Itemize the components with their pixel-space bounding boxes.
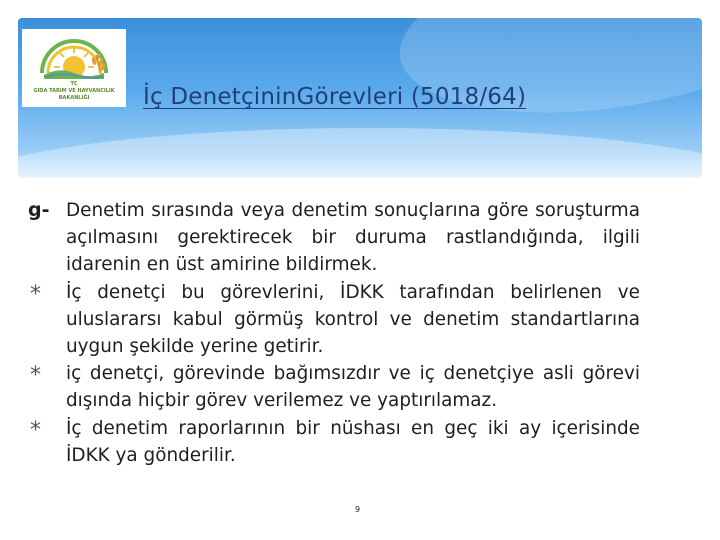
item-text: Denetim sırasında veya denetim sonuçlarına göre soruşturma açılmasını gerektirecek bir duruma rastlandığında, ilgili idarenin en üst amirine bildirmek.	[66, 200, 640, 276]
item-text: İç denetçi bu görevlerini, İDKK tarafından belirlenen ve uluslararsı kabul görmüş kontrol ve denetim standartlarına uygun şekilde yerine getirir.	[66, 281, 640, 358]
logo-caption-line: TC	[70, 81, 78, 87]
list-item	[28, 415, 640, 469]
list-item	[28, 197, 640, 279]
header-sheen-lower	[18, 128, 702, 178]
logo-caption-line: BAKANLIĞI	[58, 95, 90, 101]
item-marker: g-	[28, 199, 50, 221]
slide-title: İç DenetçininGörevleri (5018/64)	[143, 84, 527, 110]
bullet-star-icon: *	[30, 363, 41, 389]
item-text: İç denetim raporlarının bir nüshası en geç iki ay içerisinde İDKK ya gönderilir.	[66, 417, 640, 466]
page-number: 9	[355, 505, 361, 514]
list-item	[28, 279, 640, 361]
logo-caption-line: GIDA TARIM VE HAYVANCILIK	[33, 88, 115, 94]
header-sheen	[389, 18, 702, 136]
ministry-logo	[22, 29, 126, 107]
logo-caption	[22, 81, 126, 102]
item-text: iç denetçi, görevinde bağımsızdır ve iç denetçiye asli görevi dışında hiçbir görev verilemez ve yaptırılamaz.	[66, 363, 640, 412]
bullet-star-icon: *	[30, 417, 41, 443]
slide-body	[28, 197, 640, 469]
list-item	[28, 360, 640, 414]
bullet-star-icon: *	[30, 281, 41, 307]
